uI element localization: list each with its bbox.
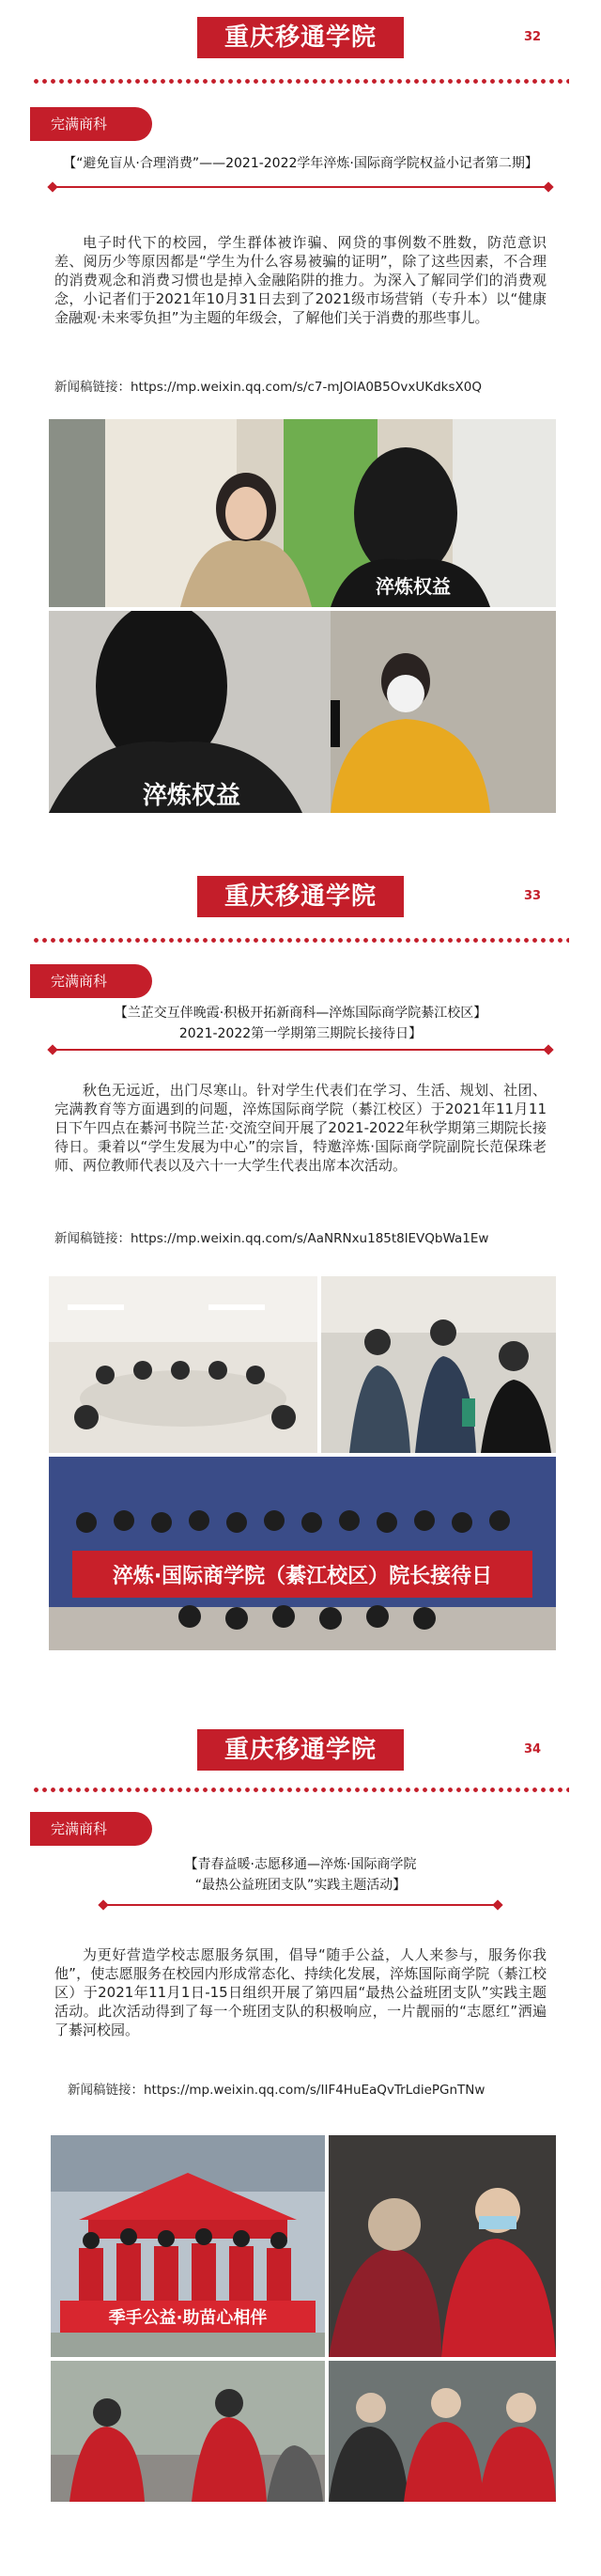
dotted-divider	[32, 938, 569, 943]
svg-text:淬炼权益: 淬炼权益	[143, 782, 241, 810]
dotted-divider	[32, 1788, 569, 1792]
section-tag: 完满商科	[30, 964, 152, 998]
photo-group	[49, 1457, 556, 1650]
article-title-line1: 【青春益暖·志愿移通—淬炼·国际商学院	[184, 1857, 417, 1872]
photo-interview-1	[49, 419, 556, 607]
article-body: 电子时代下的校园，学生群体被诈骗、网贷的事例数不胜数，防范意识差、阅历少等原因都是“学生为什么容易被骗的证明”，除了这些因素，不合理的消费观念和消费习惯也是掉入金融陷阱的推力。为深入了解同学们的消费观念，小记者们于2021年10月31日去到了2021级市场营销（专升本）以“健康金融观·未来零负担”为主题的年级会，了解他们关于消费的那些事儿。	[54, 234, 547, 326]
brand-title: 重庆移通学院	[197, 17, 404, 58]
page-number: 32	[524, 30, 542, 44]
article-title-line2: 2021-2022第一学期第三期院长接待日】	[178, 1026, 423, 1041]
photo-interview-2	[49, 611, 556, 813]
title-rule	[53, 1049, 548, 1051]
news-link[interactable]: 新闻稿链接：https://mp.weixin.qq.com/s/AaNRNxu185t8lEVQbWa1Ew	[54, 1231, 489, 1246]
article-title-line1: 【兰芷交互伴晚霞·积极开拓新商科—淬炼国际商学院綦江校区】	[114, 1006, 487, 1021]
photo-volunteer-street	[51, 2361, 325, 2502]
photo-volunteers-group	[329, 2361, 556, 2502]
title-rule	[103, 1904, 498, 1906]
article-title: 【“避免盲从·合理消费”——2021-2022学年淬炼·国际商学院权益小记者第二期】	[63, 156, 538, 171]
brand-title: 重庆移通学院	[197, 876, 404, 917]
page-number: 34	[524, 1742, 542, 1756]
photo-caption: 淬炼权益	[376, 575, 451, 598]
photo-volunteers-elderly	[329, 2135, 556, 2357]
article-body: 秋色无远近，出门尽寒山。针对学生代表们在学习、生活、规划、社团、完满教育等方面遇到的问题，淬炼国际商学院（綦江校区）于2021年11月11日下午四点在綦河书院兰芷·交流空间开展了2021-2022年秋学期第三期院长接待日。秉着以“学生发展为中心”的宗旨，特邀淬炼·国际商学院副院长范保珠老师、两位教师代表以及六十一大学生代表出席本次活动。	[54, 1082, 547, 1174]
section-tag: 完满商科	[30, 107, 152, 141]
group-banner: 淬炼·国际商学院（綦江校区）院长接待日	[112, 1565, 493, 1588]
photo-meeting-room	[49, 1276, 317, 1453]
volunteer-banner: 季手公益·助苗心相伴	[108, 2308, 268, 2328]
dotted-divider	[32, 79, 569, 84]
article-body: 为更好营造学校志愿服务氛围，倡导“随手公益，人人来参与，服务你我他”，使志愿服务在校园内形成常态化、持续化发展，淬炼国际商学院（綦江校区）于2021年11月1日-15日组织开展了第四届“最热公益班团支队”实践主题活动。此次活动得到了每一个班团支队的积极响应，一片靓丽的“志愿红”洒遍了綦河校园。	[54, 1946, 547, 2038]
title-rule	[53, 186, 548, 188]
article-title-line2: “最热公益班团支队”实践主题活动】	[194, 1878, 407, 1893]
brand-title: 重庆移通学院	[197, 1729, 404, 1771]
news-link[interactable]: 新闻稿链接：https://mp.weixin.qq.com/s/IIF4HuEaQvTrLdiePGnTNw	[68, 2083, 485, 2098]
photo-discussion	[321, 1276, 556, 1453]
news-link[interactable]: 新闻稿链接：https://mp.weixin.qq.com/s/c7-mJOIA0B5OvxUKdksX0Q	[54, 380, 482, 395]
photo-volunteer-tent	[51, 2135, 325, 2357]
section-tag: 完满商科	[30, 1812, 152, 1846]
page-number: 33	[524, 889, 542, 903]
